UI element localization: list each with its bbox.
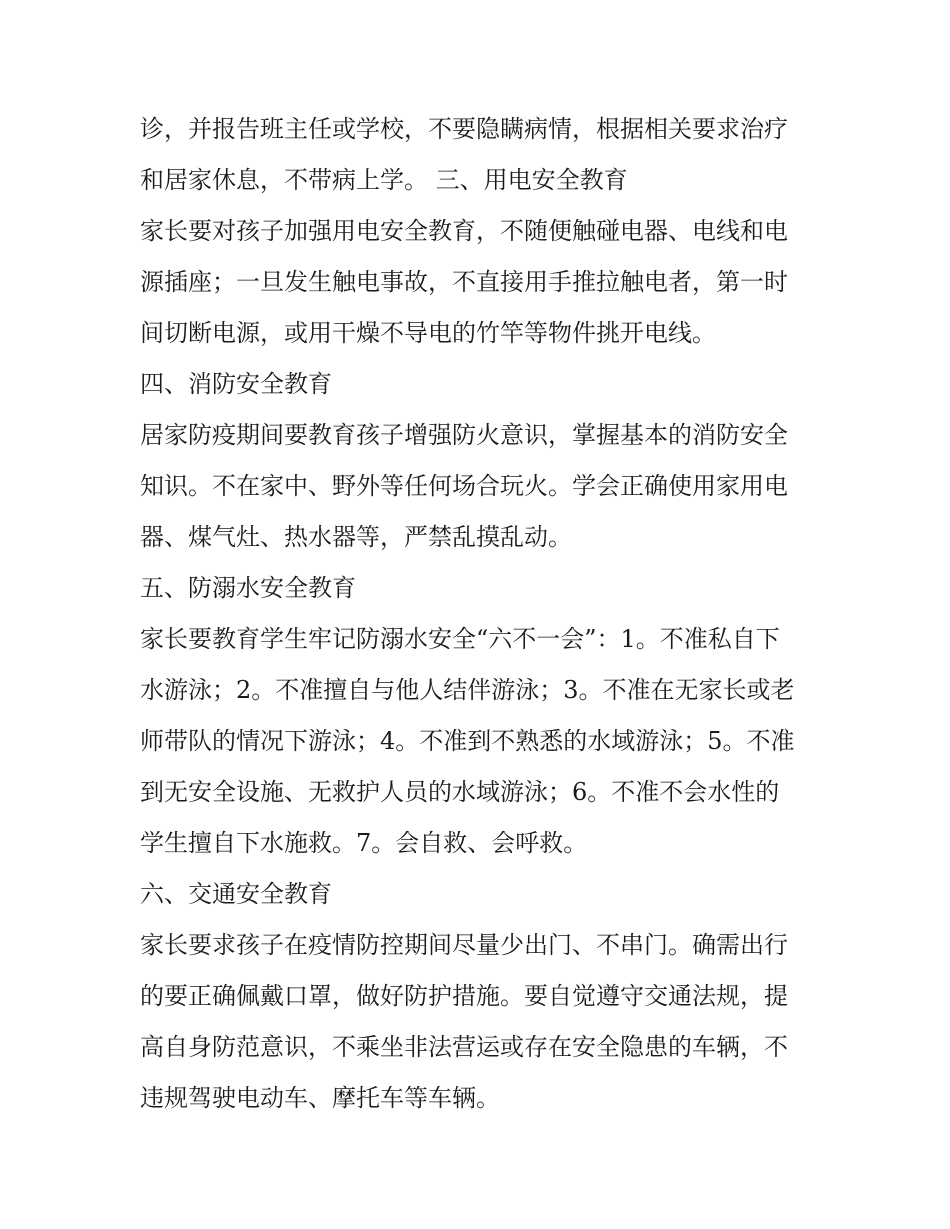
text-line: 的要正确佩戴口罩，做好防护措施。要自觉遵守交通法规，提 [140, 982, 788, 1010]
text-line: 师带队的情况下游泳；4。不准到不熟悉的水域游泳；5。不准 [140, 727, 795, 755]
text-line: 家长要对孩子加强用电安全教育，不随便触碰电器、电线和电 [140, 217, 788, 245]
text-line: 水游泳；2。不准擅自与他人结伴游泳；3。不准在无家长或老 [140, 676, 795, 704]
section-heading: 六、交通安全教育 [140, 880, 332, 908]
document-body [140, 104, 820, 1124]
text-line: 居家防疫期间要教育孩子增强防火意识，掌握基本的消防安全 [140, 421, 788, 449]
text-line: 间切断电源，或用干燥不导电的竹竿等物件挑开电线。 [140, 319, 716, 347]
text-line: 器、煤气灶、热水器等，严禁乱摸乱动。 [140, 523, 572, 551]
section-heading: 五、防溺水安全教育 [140, 574, 356, 602]
text-line: 知识。不在家中、野外等任何场合玩火。学会正确使用家用电 [140, 472, 788, 500]
text-line: 违规驾驶电动车、摩托车等车辆。 [140, 1084, 500, 1112]
text-line: 诊，并报告班主任或学校，不要隐瞒病情，根据相关要求治疗 [140, 115, 788, 143]
text-line: 高自身防范意识，不乘坐非法营运或存在安全隐患的车辆，不 [140, 1033, 788, 1061]
section-heading: 四、消防安全教育 [140, 370, 332, 398]
text-line: 源插座；一旦发生触电事故，不直接用手推拉触电者，第一时 [140, 268, 788, 296]
text-line: 到无安全设施、无救护人员的水域游泳；6。不准不会水性的 [140, 778, 780, 806]
text-line: 家长要求孩子在疫情防控期间尽量少出门、不串门。确需出行 [140, 931, 788, 959]
text-line: 家长要教育学生牢记防溺水安全“六不一会”：1。不准私自下 [140, 625, 780, 653]
text-line: 和居家休息，不带病上学。 三、用电安全教育 [140, 166, 628, 194]
text-line: 学生擅自下水施救。7。会自救、会呼救。 [140, 829, 588, 857]
